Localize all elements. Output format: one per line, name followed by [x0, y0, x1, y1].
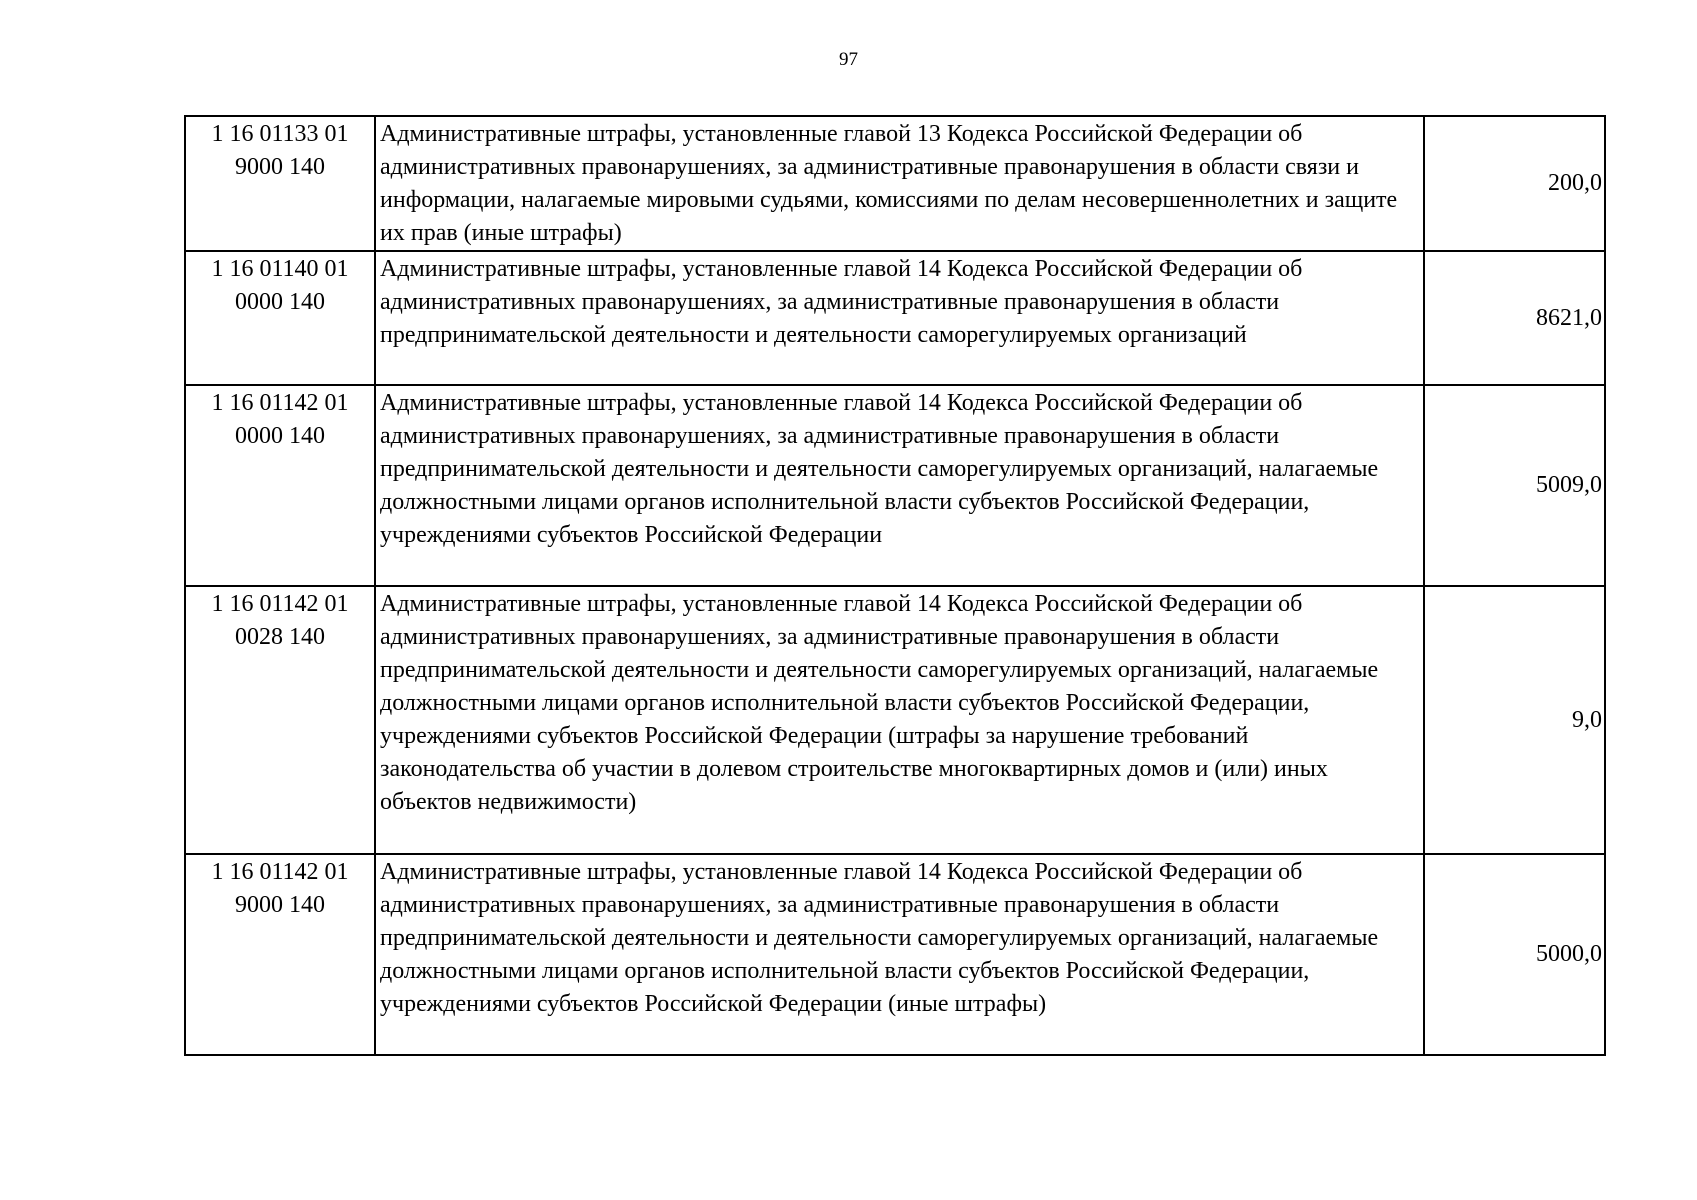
code-line: 9000 140: [235, 892, 325, 918]
code-line: 1 16 01142 01: [211, 390, 349, 416]
table-row: [185, 385, 1605, 586]
code-line: 0000 140: [235, 423, 325, 449]
description-cell: Административные штрафы, установленные главой 14 Кодекса Российской Федерации об административных правонарушениях, за административные правонарушения в области предпринимательской деятельности и деятельности саморегулируемых организаций: [375, 251, 1424, 385]
amount-cell: 200,0: [1424, 116, 1605, 251]
description-cell: Административные штрафы, установленные главой 14 Кодекса Российской Федерации об административных правонарушениях, за административные правонарушения в области предпринимательской деятельности и деятельности саморегулируемых организаций, налагаемые должностными лицами органов исполнительной власти субъектов Российской Федерации, учреждениями субъектов Российской Федерации: [375, 385, 1424, 586]
code-cell: [185, 116, 375, 251]
code-line: 0028 140: [235, 624, 325, 650]
table-row: [185, 586, 1605, 854]
code-line: 1 16 01133 01: [211, 121, 349, 147]
code-line: 1 16 01142 01: [211, 591, 349, 617]
amount-cell: 8621,0: [1424, 251, 1605, 385]
code-cell: [185, 251, 375, 385]
amount-cell: 9,0: [1424, 586, 1605, 854]
table-row: [185, 251, 1605, 385]
description-cell: Административные штрафы, установленные главой 14 Кодекса Российской Федерации об административных правонарушениях, за административные правонарушения в области предпринимательской деятельности и деятельности саморегулируемых организаций, налагаемые должностными лицами органов исполнительной власти субъектов Российской Федерации, учреждениями субъектов Российской Федерации (штрафы за нарушение требований законодательства об участии в долевом строительстве многоквартирных домов и (или) иных объектов недвижимости): [375, 586, 1424, 854]
code-line: 1 16 01140 01: [211, 256, 349, 282]
page-number: 97: [839, 49, 858, 70]
code-cell: [185, 385, 375, 586]
table-row: [185, 854, 1605, 1055]
budget-codes-table: [184, 115, 1606, 1056]
code-cell: [185, 586, 375, 854]
amount-cell: 5009,0: [1424, 385, 1605, 586]
code-line: 0000 140: [235, 289, 325, 315]
amount-cell: 5000,0: [1424, 854, 1605, 1055]
code-line: 9000 140: [235, 154, 325, 180]
description-cell: Административные штрафы, установленные главой 14 Кодекса Российской Федерации об административных правонарушениях, за административные правонарушения в области предпринимательской деятельности и деятельности саморегулируемых организаций, налагаемые должностными лицами органов исполнительной власти субъектов Российской Федерации, учреждениями субъектов Российской Федерации (иные штрафы): [375, 854, 1424, 1055]
code-line: 1 16 01142 01: [211, 859, 349, 885]
code-cell: [185, 854, 375, 1055]
description-cell: Административные штрафы, установленные главой 13 Кодекса Российской Федерации об административных правонарушениях, за административные правонарушения в области связи и информации, налагаемые мировыми судьями, комиссиями по делам несовершеннолетних и защите их прав (иные штрафы): [375, 116, 1424, 251]
table-row: [185, 116, 1605, 251]
